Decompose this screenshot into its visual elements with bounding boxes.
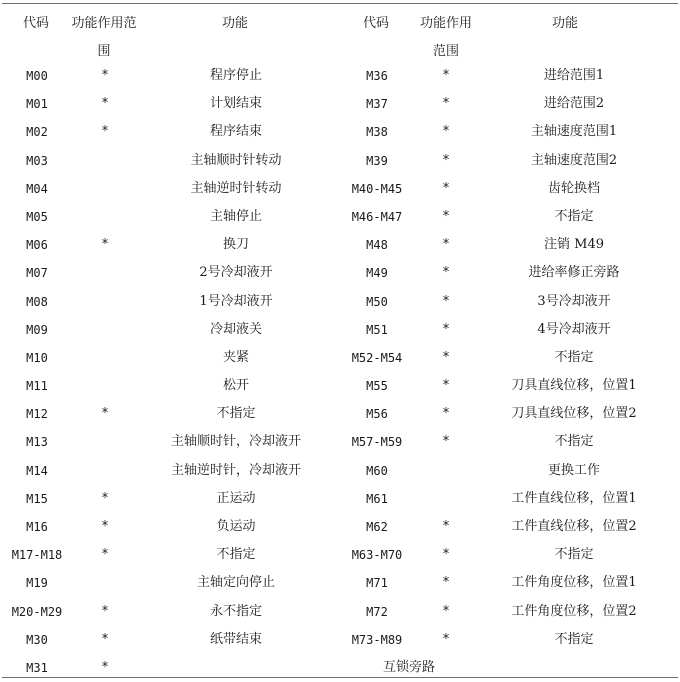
function-left: 1号冷却液开 xyxy=(199,293,273,309)
table-row xyxy=(0,288,680,316)
code-left: M07 xyxy=(26,266,48,281)
code-right: M50 xyxy=(366,294,388,309)
scope-left xyxy=(74,344,136,372)
function-left: 负运动 xyxy=(216,519,256,534)
code-left: M00 xyxy=(26,69,48,83)
code-left: M12 xyxy=(26,407,48,422)
scope-left xyxy=(74,428,136,456)
scope-left xyxy=(74,316,136,344)
scope-left: * xyxy=(101,124,109,140)
code-right: M37 xyxy=(366,97,388,112)
scope-left: * xyxy=(101,603,109,619)
code-right: M60 xyxy=(366,463,388,478)
scope-right: * xyxy=(442,68,450,83)
code-left: M10 xyxy=(26,350,48,365)
code-left: M05 xyxy=(26,209,48,224)
table-row xyxy=(0,62,680,90)
code-left: M13 xyxy=(26,435,48,450)
function-left: 换刀 xyxy=(222,237,249,253)
scope-right: * xyxy=(442,265,450,281)
code-left: M31 xyxy=(26,660,48,675)
header-scope-right: 功能作用范围 xyxy=(419,16,472,59)
code-right: M62 xyxy=(366,520,388,534)
scope-right: * xyxy=(442,631,450,647)
scope-left xyxy=(74,288,136,316)
header-function-left: 功能 xyxy=(221,16,248,31)
table-row xyxy=(0,485,680,513)
function-right: 4号冷却液开 xyxy=(537,321,611,337)
scope-right: * xyxy=(442,519,450,534)
code-left: M20-M29 xyxy=(11,604,63,619)
function-right: 不指定 xyxy=(554,434,594,450)
table-row xyxy=(0,428,680,456)
code-right: M49 xyxy=(366,266,388,281)
table-row xyxy=(0,513,680,541)
scope-left: * xyxy=(101,237,109,253)
table-row xyxy=(0,569,680,597)
scope-left xyxy=(74,147,136,175)
header-code-right: 代码 xyxy=(362,16,389,31)
code-left: M16 xyxy=(26,520,48,534)
scope-left: * xyxy=(101,659,109,675)
table-row xyxy=(0,626,680,654)
scope-right: * xyxy=(442,180,450,196)
function-left: 松开 xyxy=(222,378,249,394)
header-function-right: 功能 xyxy=(551,16,578,31)
function-left: 主轴停止 xyxy=(209,208,262,224)
code-left: M09 xyxy=(26,322,48,337)
function-left: 冷却液关 xyxy=(209,321,262,337)
function-left: 程序停止 xyxy=(209,68,262,83)
table-row xyxy=(0,400,680,428)
table-row xyxy=(0,175,680,203)
table-bottom-rule xyxy=(2,677,678,678)
function-left: 不指定 xyxy=(216,406,256,422)
scope-left: * xyxy=(101,68,109,83)
scope-left: * xyxy=(101,547,109,563)
scope-right: * xyxy=(442,152,450,168)
code-right: M73-M89 xyxy=(351,632,403,647)
function-right: 不指定 xyxy=(554,208,594,224)
function-right: 齿轮换档 xyxy=(547,180,600,196)
table-header-row xyxy=(0,0,680,62)
code-left: M30 xyxy=(26,632,48,647)
scope-left: * xyxy=(101,631,109,647)
table-row xyxy=(0,231,680,259)
scope-right: * xyxy=(442,349,450,365)
header-code-left: 代码 xyxy=(22,16,49,31)
scope-left xyxy=(74,175,136,203)
function-left: 计划结束 xyxy=(209,96,262,112)
scope-left xyxy=(74,372,136,400)
code-left: M03 xyxy=(26,153,48,168)
scope-right: * xyxy=(442,378,450,394)
scope-right: * xyxy=(442,293,450,309)
function-right: 主轴速度范围1 xyxy=(530,124,618,140)
table-row xyxy=(0,259,680,287)
code-left: M02 xyxy=(26,125,48,140)
code-left: M15 xyxy=(26,491,48,506)
table-row xyxy=(0,372,680,400)
code-right: M38 xyxy=(366,125,388,140)
code-left: M06 xyxy=(26,238,48,253)
code-right: M36 xyxy=(366,69,388,83)
scope-right: * xyxy=(442,321,450,337)
code-right: M48 xyxy=(366,238,388,253)
table-body xyxy=(0,62,680,682)
scope-left xyxy=(74,457,136,485)
code-right: M40-M45 xyxy=(351,181,403,196)
function-left: 程序结束 xyxy=(209,124,262,140)
table-row xyxy=(0,203,680,231)
function-right: 工件直线位移，位置2 xyxy=(511,519,637,534)
table-row xyxy=(0,457,680,485)
function-right: 刀具直线位移，位置2 xyxy=(511,406,637,422)
code-left: M19 xyxy=(26,576,48,591)
function-right: 主轴速度范围2 xyxy=(530,152,618,168)
scope-right: * xyxy=(442,237,450,253)
code-right: M72 xyxy=(366,604,388,619)
code-left: M17-M18 xyxy=(11,548,63,563)
function-right: 进给率修正旁路 xyxy=(528,265,620,281)
code-left: M01 xyxy=(26,97,48,112)
function-right: 进给范围2 xyxy=(543,96,605,112)
scope-left: * xyxy=(101,490,109,506)
scope-right xyxy=(418,457,474,485)
scope-left: * xyxy=(101,96,109,112)
table-row xyxy=(0,598,680,626)
function-left: 主轴定向停止 xyxy=(196,575,275,591)
function-right: 刀具直线位移，位置1 xyxy=(511,378,637,394)
header-scope-left: 功能作用范围 xyxy=(71,16,137,59)
function-right: 工件角度位移，位置2 xyxy=(511,603,637,619)
table-row xyxy=(0,316,680,344)
scope-right: * xyxy=(442,96,450,112)
function-left: 主轴逆时针转动 xyxy=(190,180,282,196)
table-row xyxy=(0,90,680,118)
function-left: 主轴顺时针，冷却液开 xyxy=(170,434,301,450)
function-left: 主轴逆时针，冷却液开 xyxy=(170,462,301,478)
merged-function-cell: 互锁旁路 xyxy=(382,659,435,675)
function-right: 进给范围1 xyxy=(543,68,605,83)
scope-left xyxy=(74,569,136,597)
function-right: 注销 M49 xyxy=(544,237,604,253)
scope-right: * xyxy=(442,575,450,591)
function-right: 不指定 xyxy=(554,547,594,563)
function-right: 不指定 xyxy=(554,631,594,647)
scope-left xyxy=(74,203,136,231)
function-right: 3号冷却液开 xyxy=(537,293,611,309)
code-right: M57-M59 xyxy=(351,435,403,450)
scope-right: * xyxy=(442,547,450,563)
code-right: M63-M70 xyxy=(351,548,403,563)
scope-left xyxy=(74,259,136,287)
function-right: 不指定 xyxy=(554,349,594,365)
scope-right xyxy=(418,485,474,513)
table-row xyxy=(0,541,680,569)
function-left: 永不指定 xyxy=(209,603,262,619)
table-row xyxy=(0,344,680,372)
code-right: M52-M54 xyxy=(351,350,403,365)
function-left: 不指定 xyxy=(216,547,256,563)
scope-right: * xyxy=(442,434,450,450)
scope-left: * xyxy=(101,519,109,534)
function-right: 工件直线位移，位置1 xyxy=(511,490,637,506)
code-left: M08 xyxy=(26,294,48,309)
code-right: M71 xyxy=(366,576,388,591)
table-row xyxy=(0,118,680,146)
scope-right: * xyxy=(442,208,450,224)
code-right: M56 xyxy=(366,407,388,422)
function-left: 正运动 xyxy=(216,490,256,506)
code-right: M39 xyxy=(366,153,388,168)
code-right: M46-M47 xyxy=(351,209,403,224)
scope-right: * xyxy=(442,603,450,619)
function-left: 主轴顺时针转动 xyxy=(190,152,282,168)
scope-left: * xyxy=(101,406,109,422)
code-left: M11 xyxy=(26,379,48,394)
function-left: 纸带结束 xyxy=(209,631,262,647)
code-left: M04 xyxy=(26,181,48,196)
function-left: 2号冷却液开 xyxy=(199,265,273,281)
code-right: M55 xyxy=(366,379,388,394)
function-right: 工件角度位移，位置1 xyxy=(511,575,637,591)
scope-right: * xyxy=(442,406,450,422)
code-left: M14 xyxy=(26,463,48,478)
code-right: M51 xyxy=(366,322,388,337)
table-row xyxy=(0,147,680,175)
code-right: M61 xyxy=(366,491,388,506)
scope-right: * xyxy=(442,124,450,140)
function-left: 夹紧 xyxy=(222,349,249,365)
function-right: 更换工作 xyxy=(547,462,600,478)
